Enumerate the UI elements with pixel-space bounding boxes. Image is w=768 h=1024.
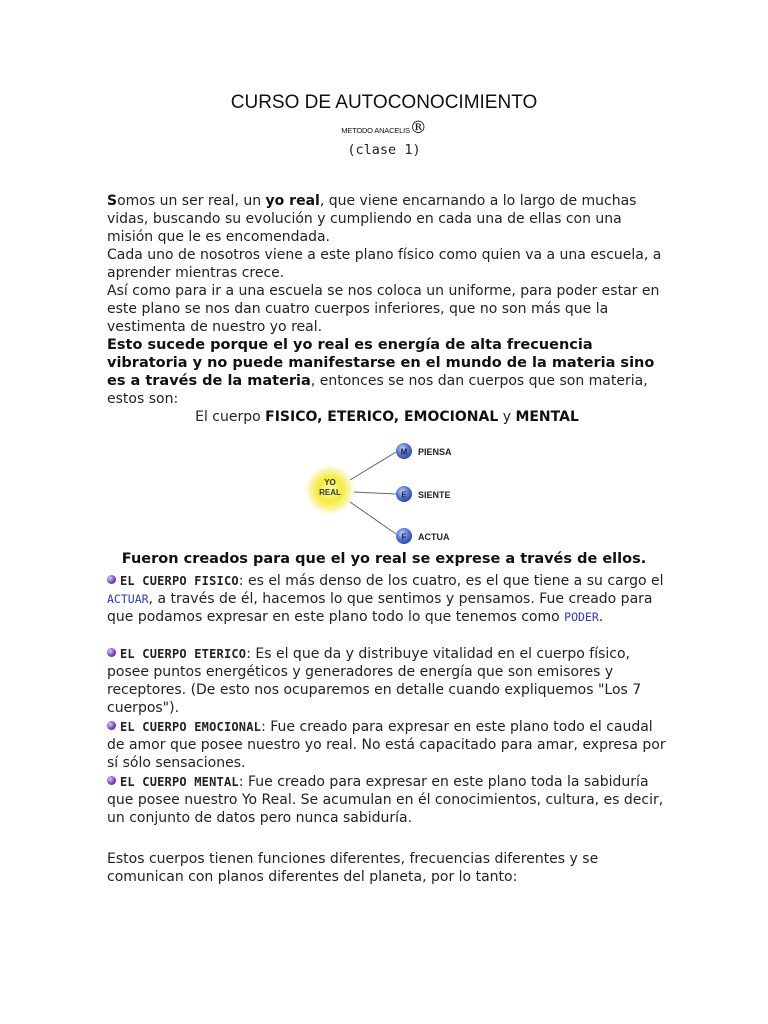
cuerpo-eterico-text: : Es el que da y distribuye vitalidad en el cuerpo físico, posee puntos energéticos y generadores de energía que son emisores y receptores. (De esto nos ocuparemos en detalle cuando expliquemos "Los 7 cuerpos"). bbox=[107, 646, 642, 716]
bodies-and: y bbox=[498, 409, 516, 425]
node-e-label: SIENTE bbox=[418, 490, 451, 500]
intro-paragraph-2: Cada uno de nosotros viene a este plano físico como quien va a una escuela, a aprender mientras crece. bbox=[107, 247, 662, 281]
cuerpo-emocional-text: : Fue creado para expresar en este plano todo el caudal de amor que posee nuestro yo real. No está capacitado para amar, expresa por sí sólo sensaciones. bbox=[107, 719, 666, 771]
node-f-letter: F bbox=[401, 532, 407, 542]
bullet-icon bbox=[107, 648, 116, 657]
cuerpo-eterico-item bbox=[107, 645, 667, 717]
intro-text bbox=[107, 192, 667, 426]
cuerpo-fisico-text-b: , a través de él, hacemos lo que sentimos y pensamos. Fue creado para que podamos expresar en este plano todo lo que tenemos como bbox=[107, 591, 653, 625]
node-m-letter: M bbox=[400, 447, 408, 457]
method-line bbox=[107, 118, 661, 138]
bullet-icon bbox=[107, 776, 116, 785]
connector-f bbox=[350, 502, 396, 534]
intro-bold-statement: Esto sucede porque el yo real es energía de alta frecuencia vibratoria y no puede manifestarse en el mundo de la materia sino es a través de la materia bbox=[107, 337, 655, 389]
actuar-link[interactable]: ACTUAR bbox=[107, 592, 149, 606]
bodies-list-line bbox=[107, 408, 667, 426]
yo-real-diagram bbox=[302, 430, 477, 550]
cuerpo-fisico-title: EL CUERPO FISICO bbox=[120, 574, 239, 588]
bodies-mental: MENTAL bbox=[515, 409, 579, 425]
poder-link[interactable]: PODER bbox=[564, 610, 599, 624]
intro-paragraph-1 bbox=[107, 192, 667, 246]
cuerpo-fisico-text-c: . bbox=[598, 609, 604, 625]
cuerpo-mental-item bbox=[107, 773, 667, 827]
class-number: (clase 1) bbox=[347, 142, 421, 158]
cuerpo-emocional-item bbox=[107, 718, 667, 772]
registered-mark: ® bbox=[409, 118, 427, 138]
cuerpo-eterico-title: EL CUERPO ETERICO bbox=[120, 647, 247, 661]
intro-text-a: omos un ser real, un bbox=[117, 193, 266, 209]
cuerpo-mental-title: EL CUERPO MENTAL bbox=[120, 775, 239, 789]
yo-label: YO bbox=[324, 478, 336, 487]
cuerpo-mental-text: : Fue creado para expresar en este plano toda la sabiduría que posee nuestro Yo Real. Se acumulan en él conocimientos, cultura, es decir, un conjunto de datos pero nunca sabiduría. bbox=[107, 774, 664, 826]
section-subheading: Fueron creados para que el yo real se exprese a través de ellos. bbox=[121, 551, 647, 567]
real-label: REAL bbox=[319, 488, 341, 497]
cuerpo-emocional-title: EL CUERPO EMOCIONAL bbox=[120, 720, 262, 734]
bullet-icon bbox=[107, 721, 116, 730]
cuerpo-fisico-item bbox=[107, 572, 667, 626]
bodies-prefix: El cuerpo bbox=[195, 409, 266, 425]
intro-text-b: , que viene encarnando a lo largo de muchas vidas, buscando su evolución y cumpliendo en cada una de ellas con una misión que le es encomendada. bbox=[107, 193, 637, 245]
bodies-bold: FISICO, ETERICO, EMOCIONAL bbox=[265, 409, 499, 425]
yo-real-bold: yo real bbox=[265, 193, 320, 209]
connector-m bbox=[350, 452, 396, 480]
bullet-icon bbox=[107, 575, 116, 584]
closing-paragraph: Estos cuerpos tienen funciones diferentes, frecuencias diferentes y se comunican con planos diferentes del planeta, por lo tanto: bbox=[107, 851, 599, 885]
method-name: METODO ANACELIS bbox=[341, 126, 410, 135]
intro-text-c: , entonces se nos dan cuerpos que son materia, estos son: bbox=[107, 373, 648, 407]
intro-paragraph-3: Así como para ir a una escuela se nos coloca un uniforme, para poder estar en este plano se nos dan cuatro cuerpos inferiores, que no son más que la vestimenta de nuestro yo real. bbox=[107, 283, 660, 335]
drop-letter: S bbox=[107, 193, 118, 209]
intro-paragraph-4 bbox=[107, 336, 667, 408]
node-m-label: PIENSA bbox=[418, 447, 452, 457]
node-e-letter: E bbox=[401, 490, 407, 500]
cuerpo-fisico-text-a: : es el más denso de los cuatro, es el que tiene a su cargo el bbox=[238, 573, 664, 589]
page-title: CURSO DE AUTOCONOCIMIENTO bbox=[230, 92, 538, 113]
node-f-label: ACTUA bbox=[418, 532, 450, 542]
connector-e bbox=[354, 492, 396, 494]
